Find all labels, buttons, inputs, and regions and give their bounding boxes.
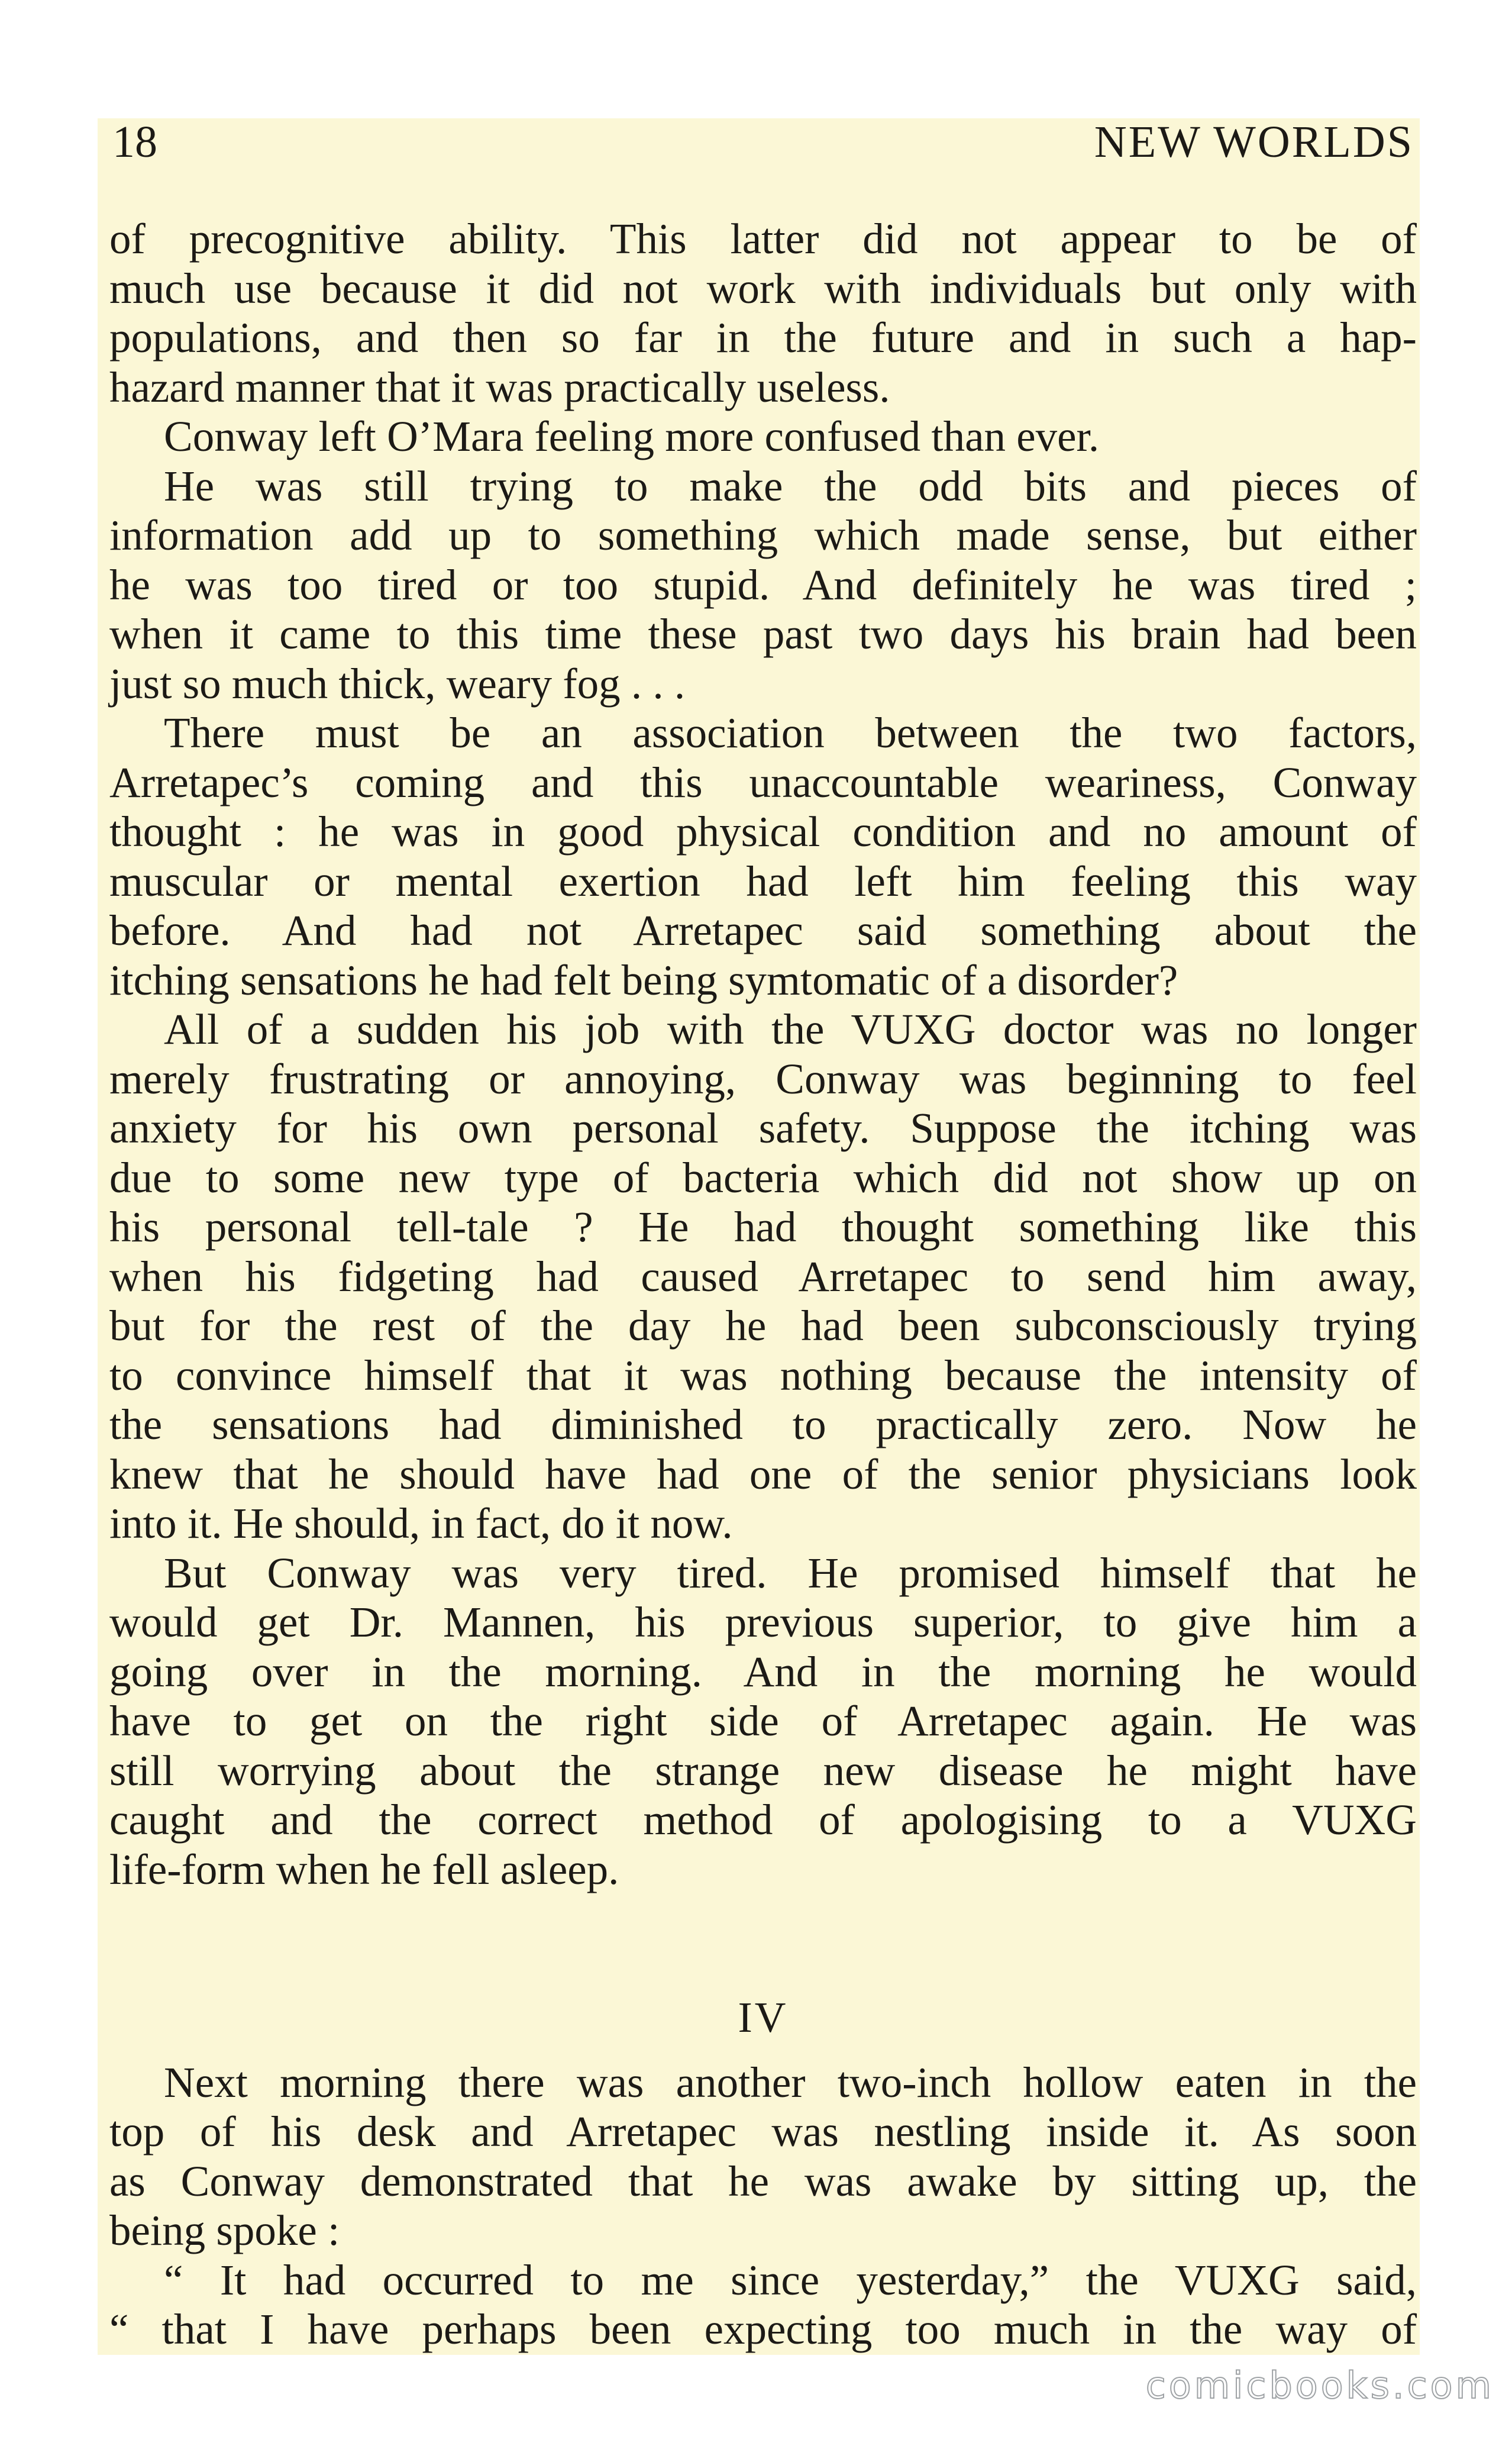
text-line: Conway left O’Mara feeling more confused than ever. [164,412,1100,460]
text-line: of precognitive ability. This latter did not appear to be of [109,215,1417,263]
text-line: as Conway demonstrated that he was awake by sitting up, the [109,2157,1417,2205]
text-line: Arretapec’s coming and this unaccountable weariness, Conway [109,758,1417,806]
text-line: “ that I have perhaps been expecting too much in the way of [109,2305,1417,2353]
page-header [112,115,1414,169]
body-text [109,214,1417,2354]
text-line: he was too tired or too stupid. And definitely he was tired ; [109,560,1417,609]
text-line: thought : he was in good physical condition and no amount of [109,808,1417,856]
text-line: still worrying about the strange new disease he might have [109,1746,1417,1795]
text-line: Next morning there was another two-inch hollow eaten in the [164,2058,1417,2106]
running-head: NEW WORLDS [1094,117,1414,167]
text-line: itching sensations he had felt being symtomatic of a disorder? [109,956,1178,1004]
text-line: have to get on the right side of Arretapec again. He was [109,1697,1417,1745]
text-line: But Conway was very tired. He promised himself that he [164,1548,1417,1597]
text-line: but for the rest of the day he had been subconsciously trying [109,1302,1417,1350]
watermark: comicbooks.com [1145,2364,1494,2407]
text-line: All of a sudden his job with the VUXG doctor was no longer [164,1005,1417,1053]
text-line: would get Dr. Mannen, his previous superior, to give him a [109,1598,1417,1646]
text-line: top of his desk and Arretapec was nestling inside it. As soon [109,2108,1417,2155]
text-line: information add up to something which made sense, but either [109,511,1417,559]
text-line: He was still trying to make the odd bits and pieces of [164,462,1417,510]
text-line: just so much thick, weary fog . . . [109,659,686,708]
page-number: 18 [112,117,157,167]
text-line: There must be an association between the two factors, [164,709,1417,757]
text-line: his personal tell-tale ? He had thought something like this [109,1203,1417,1251]
section-heading: IV [738,1993,789,2041]
text-line: when it came to this time these past two days his brain had been [109,610,1417,658]
text-line: into it. He should, in fact, do it now. [109,1499,733,1547]
text-line: when his fidgeting had caused Arretapec to send him away, [109,1252,1417,1301]
text-line: going over in the morning. And in the morning he would [109,1647,1417,1696]
text-line: anxiety for his own personal safety. Suppose the itching was [109,1104,1417,1152]
text-line: merely frustrating or annoying, Conway was beginning to feel [109,1054,1417,1103]
text-line: due to some new type of bacteria which did not show up on [109,1153,1417,1202]
text-line: caught and the correct method of apologising to a VUXG [109,1796,1417,1844]
text-line: the sensations had diminished to practically zero. Now he [109,1401,1417,1448]
text-line: populations, and then so far in the future and in such a hap- [109,314,1417,362]
text-line: “ It had occurred to me since yesterday,” the VUXG said, [164,2255,1417,2304]
text-line: hazard manner that it was practically useless. [109,363,890,411]
text-line: being spoke : [109,2206,340,2254]
text-line: muscular or mental exertion had left him feeling this way [109,857,1417,905]
text-line: much use because it did not work with individuals but only with [109,264,1417,312]
text-line: before. And had not Arretapec said something about the [109,906,1417,954]
text-line: to convince himself that it was nothing because the intensity of [109,1351,1417,1399]
text-line: knew that he should have had one of the senior physicians look [109,1450,1417,1498]
text-line: life-form when he fell asleep. [109,1845,619,1893]
